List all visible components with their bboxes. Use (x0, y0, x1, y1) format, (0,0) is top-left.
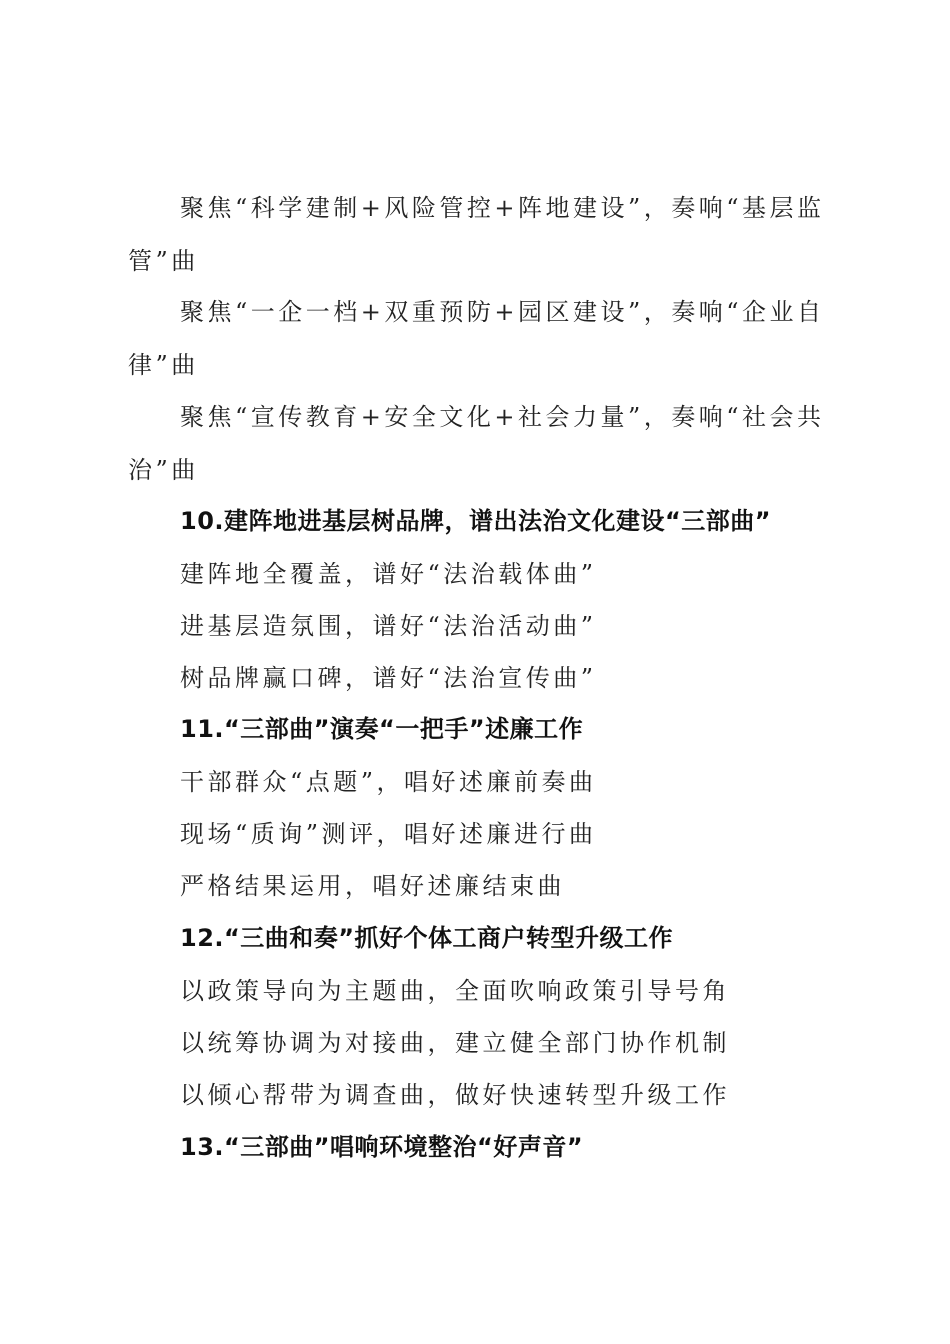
paragraph-3-line-1: 聚焦“宣传教育+安全文化+社会力量”，奏响“社会共 (180, 403, 825, 431)
section-12-item-2: 以统筹协调为对接曲，建立健全部门协作机制 (180, 1029, 730, 1057)
section-heading-10: 10.建阵地进基层树品牌，谱出法治文化建设“三部曲” (180, 507, 772, 535)
paragraph-1-line-2: 管”曲 (128, 247, 199, 275)
section-heading-12: 12.“三曲和奏”抓好个体工商户转型升级工作 (180, 924, 674, 952)
section-heading-13: 13.“三部曲”唱响环境整治“好声音” (180, 1133, 584, 1161)
paragraph-1-line-1: 聚焦“科学建制+风险管控+阵地建设”，奏响“基层监 (180, 194, 825, 222)
paragraph-3-line-2: 治”曲 (128, 456, 199, 484)
paragraph-2-line-1: 聚焦“一企一档+双重预防+园区建设”，奏响“企业自 (180, 298, 825, 326)
section-10-item-3: 树品牌赢口碑，谱好“法治宣传曲” (180, 664, 597, 692)
section-heading-11: 11.“三部曲”演奏“一把手”述廉工作 (180, 715, 584, 743)
paragraph-2-line-2: 律”曲 (128, 351, 199, 379)
section-12-item-3: 以倾心帮带为调查曲，做好快速转型升级工作 (180, 1081, 730, 1109)
section-10-item-2: 进基层造氛围，谱好“法治活动曲” (180, 612, 597, 640)
section-10-item-1: 建阵地全覆盖，谱好“法治载体曲” (180, 560, 597, 588)
section-12-item-1: 以政策导向为主题曲，全面吹响政策引导号角 (180, 977, 730, 1005)
section-11-item-3: 严格结果运用，唱好述廉结束曲 (180, 872, 565, 900)
section-11-item-2: 现场“质询”测评，唱好述廉进行曲 (180, 820, 597, 848)
section-11-item-1: 干部群众“点题”，唱好述廉前奏曲 (180, 768, 597, 796)
